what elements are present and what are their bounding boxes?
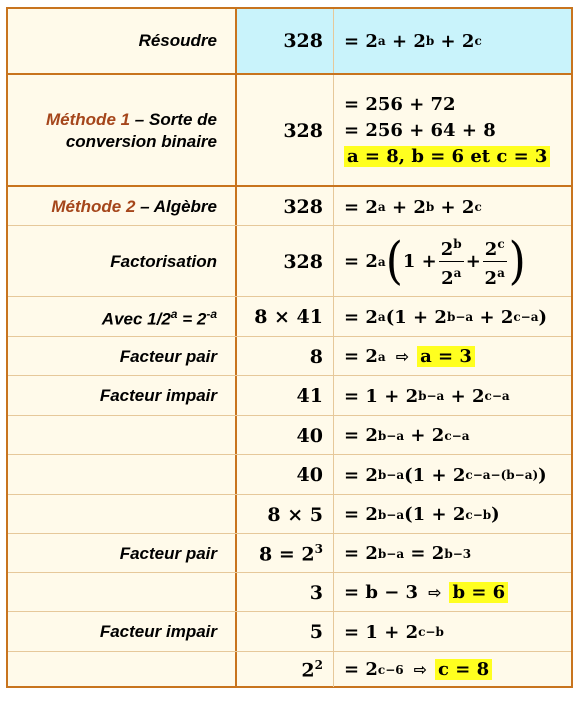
table-row — [8, 375, 571, 416]
row-value: 40 — [235, 416, 333, 455]
table-row — [8, 9, 571, 73]
row-equation: = 2 a ( 1 + 2 b−a + 2 c−a ) — [333, 297, 571, 337]
result-highlight: a = 3 — [417, 346, 475, 367]
row-label: Résoudre — [138, 31, 217, 50]
row-equation: = 1 + 2 b−a + 2 c−a — [333, 376, 571, 416]
row-label: Factorisation — [110, 251, 217, 271]
row-equation: = 2 b−a ( 1 + 2 c−a−(b−a) ) — [333, 455, 571, 495]
table-row — [8, 336, 571, 376]
row-value: 3 — [235, 573, 333, 612]
fraction: $\frac{2^c}{2^a}$ — [483, 233, 507, 290]
row-label: Facteur impair — [99, 622, 217, 641]
row-value: 8 × 5 — [235, 495, 333, 534]
table-row — [8, 651, 571, 687]
row-equation: = 2 a ( 1 + $\frac{2^b}{2^a}$ + $\frac{2^c}{2^a}$ ) — [333, 226, 571, 297]
row-label: Avec $1/2^a = 2^{-a}$ — [101, 307, 217, 329]
row-label: Facteur pair — [119, 543, 217, 563]
row-label: Méthode 1 – Sorte de conversion binaire — [46, 110, 217, 151]
table-row — [8, 296, 571, 337]
result-highlight: c = 8 — [435, 659, 492, 680]
row-value: $2^2$ — [235, 652, 333, 687]
row-value: 328 — [235, 187, 333, 227]
table-row — [8, 454, 571, 495]
table-row — [8, 533, 571, 573]
table-row — [8, 185, 571, 227]
row-equation: = 2 a ⇨ a = 3 — [333, 337, 571, 376]
row-value: 5 — [235, 612, 333, 652]
result-highlight: a = 8, b = 6 et c = 3 — [344, 146, 550, 167]
row-equation: = 1 + 2 c−b — [333, 612, 571, 652]
row-equation: = 2 a + 2 b + 2 c — [333, 9, 571, 73]
row-equation: = b − 3 ⇨ b = 6 — [333, 573, 571, 612]
row-label: Méthode 2 – Algèbre — [51, 197, 217, 216]
table-row — [8, 611, 571, 652]
table-row — [8, 73, 571, 187]
row-value: 41 — [235, 376, 333, 416]
row-label — [8, 416, 235, 455]
row-value: 328 — [235, 226, 333, 297]
row-label — [8, 573, 235, 612]
row-value: 40 — [235, 455, 333, 495]
row-equation: = 2 c−6 ⇨ c = 8 — [333, 652, 571, 687]
right-arrow-icon: ⇨ — [428, 583, 442, 602]
fraction: $\frac{2^b}{2^a}$ — [439, 233, 464, 290]
result-highlight: b = 6 — [449, 582, 508, 603]
right-arrow-icon: ⇨ — [413, 660, 428, 679]
table-row — [8, 572, 571, 612]
row-label — [8, 455, 235, 495]
right-arrow-icon: ⇨ — [395, 347, 410, 366]
row-label — [8, 495, 235, 534]
row-value: 328 — [235, 75, 333, 187]
row-label: Facteur impair — [99, 386, 217, 405]
row-equation: = 2 a + 2 b + 2 c — [333, 187, 571, 227]
row-equation: = 2 b−a ( 1 + 2 c−b ) — [333, 495, 571, 534]
row-value: 8 × 41 — [235, 297, 333, 337]
row-value: 328 — [235, 9, 333, 73]
table-row — [8, 225, 571, 297]
solution-table — [6, 7, 573, 688]
row-equation: = 256 + 72 = 256 + 64 + 8 a = 8, b = 6 et c = 3 — [333, 75, 571, 187]
table-row — [8, 494, 571, 534]
row-equation: = 2 b−a + 2 c−a — [333, 416, 571, 455]
row-value: 8 — [235, 337, 333, 376]
row-value: $8 = 2^3$ — [235, 534, 333, 573]
row-label — [8, 652, 235, 687]
row-equation: = 2 b−a = 2 b−3 — [333, 534, 571, 573]
table-row — [8, 415, 571, 455]
row-label: Facteur pair — [119, 346, 217, 366]
